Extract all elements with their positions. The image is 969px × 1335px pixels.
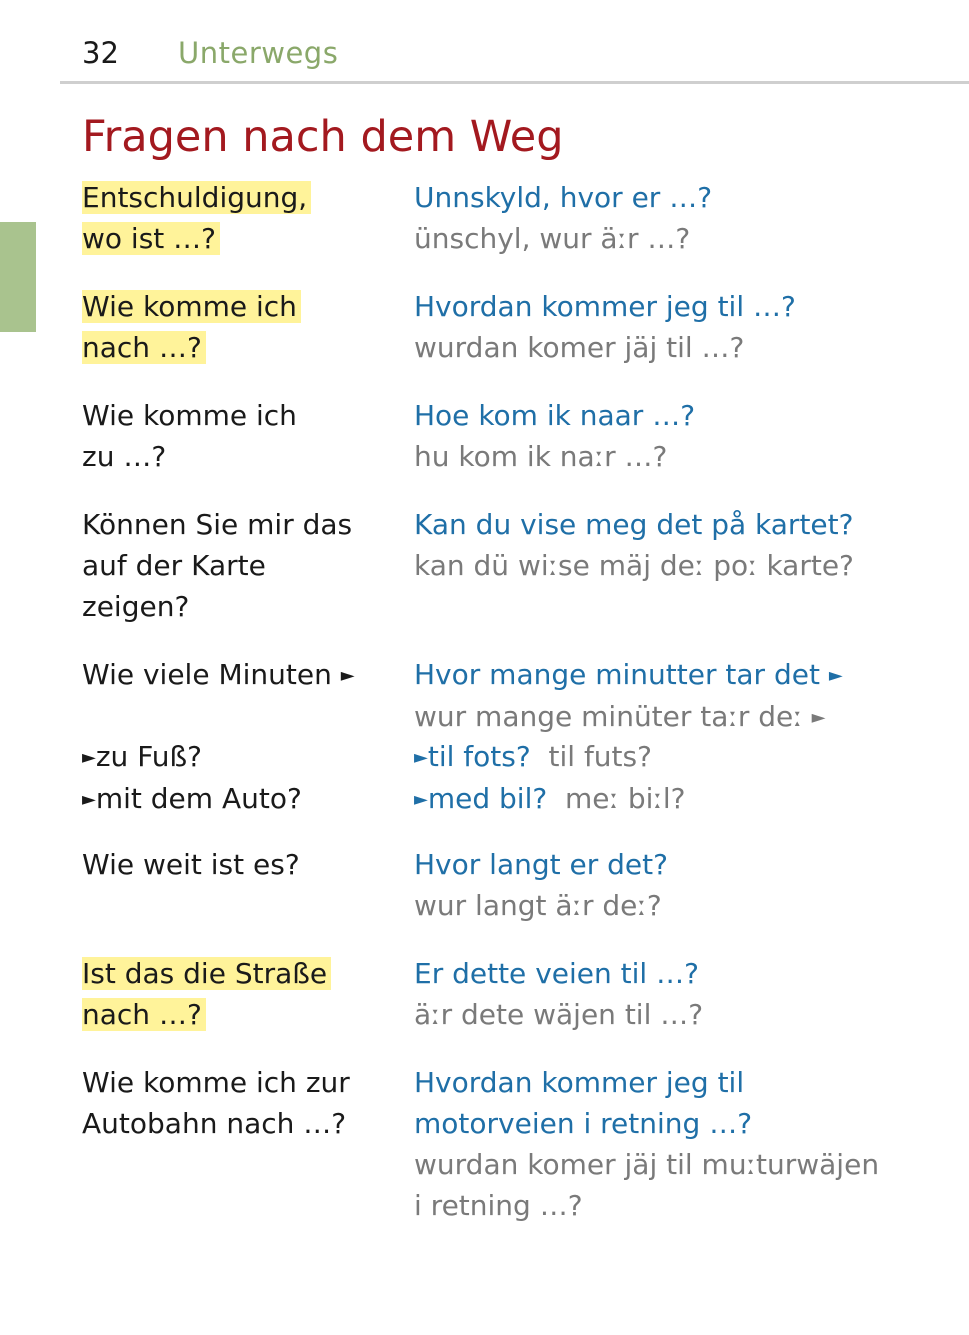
phrase-de-5 — [82, 654, 355, 696]
chapter-tab-marker — [0, 222, 36, 332]
phrase-no-text: Hvordan kommer jeg til …? — [414, 290, 796, 323]
phrase-no-6 — [414, 736, 686, 820]
phrase-pron-text: wur mange minüter taːr deː — [414, 700, 803, 733]
phrase-pron-text: til futs? — [548, 740, 652, 773]
phrase-de-text: Wie viele Minuten — [82, 658, 332, 691]
arrow-icon: ► — [414, 789, 428, 810]
phrase-de-text: Entschuldigung, — [82, 181, 311, 214]
phrase-pron-text: hu kom ik naːr …? — [414, 440, 668, 473]
phrase-de-text: nach …? — [82, 998, 206, 1031]
phrase-no-text: Hvor langt er det? — [414, 848, 668, 881]
phrase-no-text: Unnskyld, hvor er …? — [414, 181, 713, 214]
phrase-no-text: Kan du vise meg det på kartet? — [414, 508, 854, 541]
section-title: Unterwegs — [178, 36, 339, 70]
phrase-no-2 — [414, 286, 796, 368]
phrase-no-4 — [414, 504, 854, 586]
phrase-de-text: auf der Karte — [82, 549, 266, 582]
phrase-pron-text: äːr dete wäjen til …? — [414, 998, 704, 1031]
phrase-pron-text: wurdan komer jäj til …? — [414, 331, 745, 364]
arrow-icon: ► — [828, 665, 843, 686]
phrase-no-3 — [414, 395, 695, 477]
phrase-no-text: Hoe kom ik naar …? — [414, 399, 696, 432]
phrase-no-text: motorveien i retning …? — [414, 1107, 753, 1140]
page-title: Fragen nach dem Weg — [82, 112, 564, 162]
phrase-no-9 — [414, 1062, 879, 1226]
phrase-de-text: Autobahn nach …? — [82, 1107, 347, 1140]
arrow-icon: ► — [82, 789, 96, 810]
phrase-de-8 — [82, 953, 331, 1035]
phrase-de-text: zeigen? — [82, 590, 190, 623]
header-divider — [60, 81, 969, 84]
phrase-de-text: Wie weit ist es? — [82, 848, 300, 881]
phrase-de-text: wo ist …? — [82, 222, 220, 255]
arrow-icon: ► — [811, 707, 826, 728]
phrase-de-4 — [82, 504, 352, 627]
phrase-no-5 — [414, 654, 843, 738]
arrow-icon: ► — [82, 747, 96, 768]
phrase-de-text: zu …? — [82, 440, 167, 473]
phrase-de-text: Können Sie mir das — [82, 508, 353, 541]
phrase-pron-text: kan dü wiːse mäj deː poː karte? — [414, 549, 854, 582]
phrase-pron-text: wurdan komer jäj til muːturwäjen — [414, 1148, 880, 1181]
phrase-no-text: Hvordan kommer jeg til — [414, 1066, 745, 1099]
phrase-de-6 — [82, 736, 302, 820]
phrase-de-9 — [82, 1062, 350, 1144]
phrase-de-2 — [82, 286, 301, 368]
phrase-no-text: Er dette veien til …? — [414, 957, 699, 990]
phrase-de-text: mit dem Auto? — [95, 782, 302, 815]
phrase-de-text: nach …? — [82, 331, 206, 364]
phrase-pron-text: i retning …? — [414, 1189, 583, 1222]
phrase-de-text: Wie komme ich zur — [82, 1066, 350, 1099]
phrase-pron-text: ünschyl, wur äːr …? — [414, 222, 691, 255]
phrase-de-text: Wie komme ich — [82, 290, 301, 323]
phrase-no-7 — [414, 844, 668, 926]
phrase-de-text: Wie komme ich — [82, 399, 297, 432]
phrase-de-3 — [82, 395, 297, 477]
phrase-no-1 — [414, 177, 712, 259]
arrow-icon: ► — [414, 747, 428, 768]
phrase-pron-text: meː biːl? — [565, 782, 686, 815]
phrase-de-7 — [82, 844, 300, 885]
arrow-icon: ► — [340, 665, 355, 686]
phrase-no-text: Hvor mange minutter tar det — [414, 658, 820, 691]
phrase-pron-text: wur langt äːr deː? — [414, 889, 662, 922]
phrase-no-text: med bil? — [427, 782, 548, 815]
phrase-de-text: zu Fuß? — [95, 740, 203, 773]
page-number: 32 — [82, 36, 119, 70]
phrase-no-8 — [414, 953, 703, 1035]
phrase-de-text: Ist das die Straße — [82, 957, 331, 990]
phrase-de-1 — [82, 177, 311, 259]
page-header — [0, 0, 969, 84]
phrase-no-text: til fots? — [427, 740, 531, 773]
